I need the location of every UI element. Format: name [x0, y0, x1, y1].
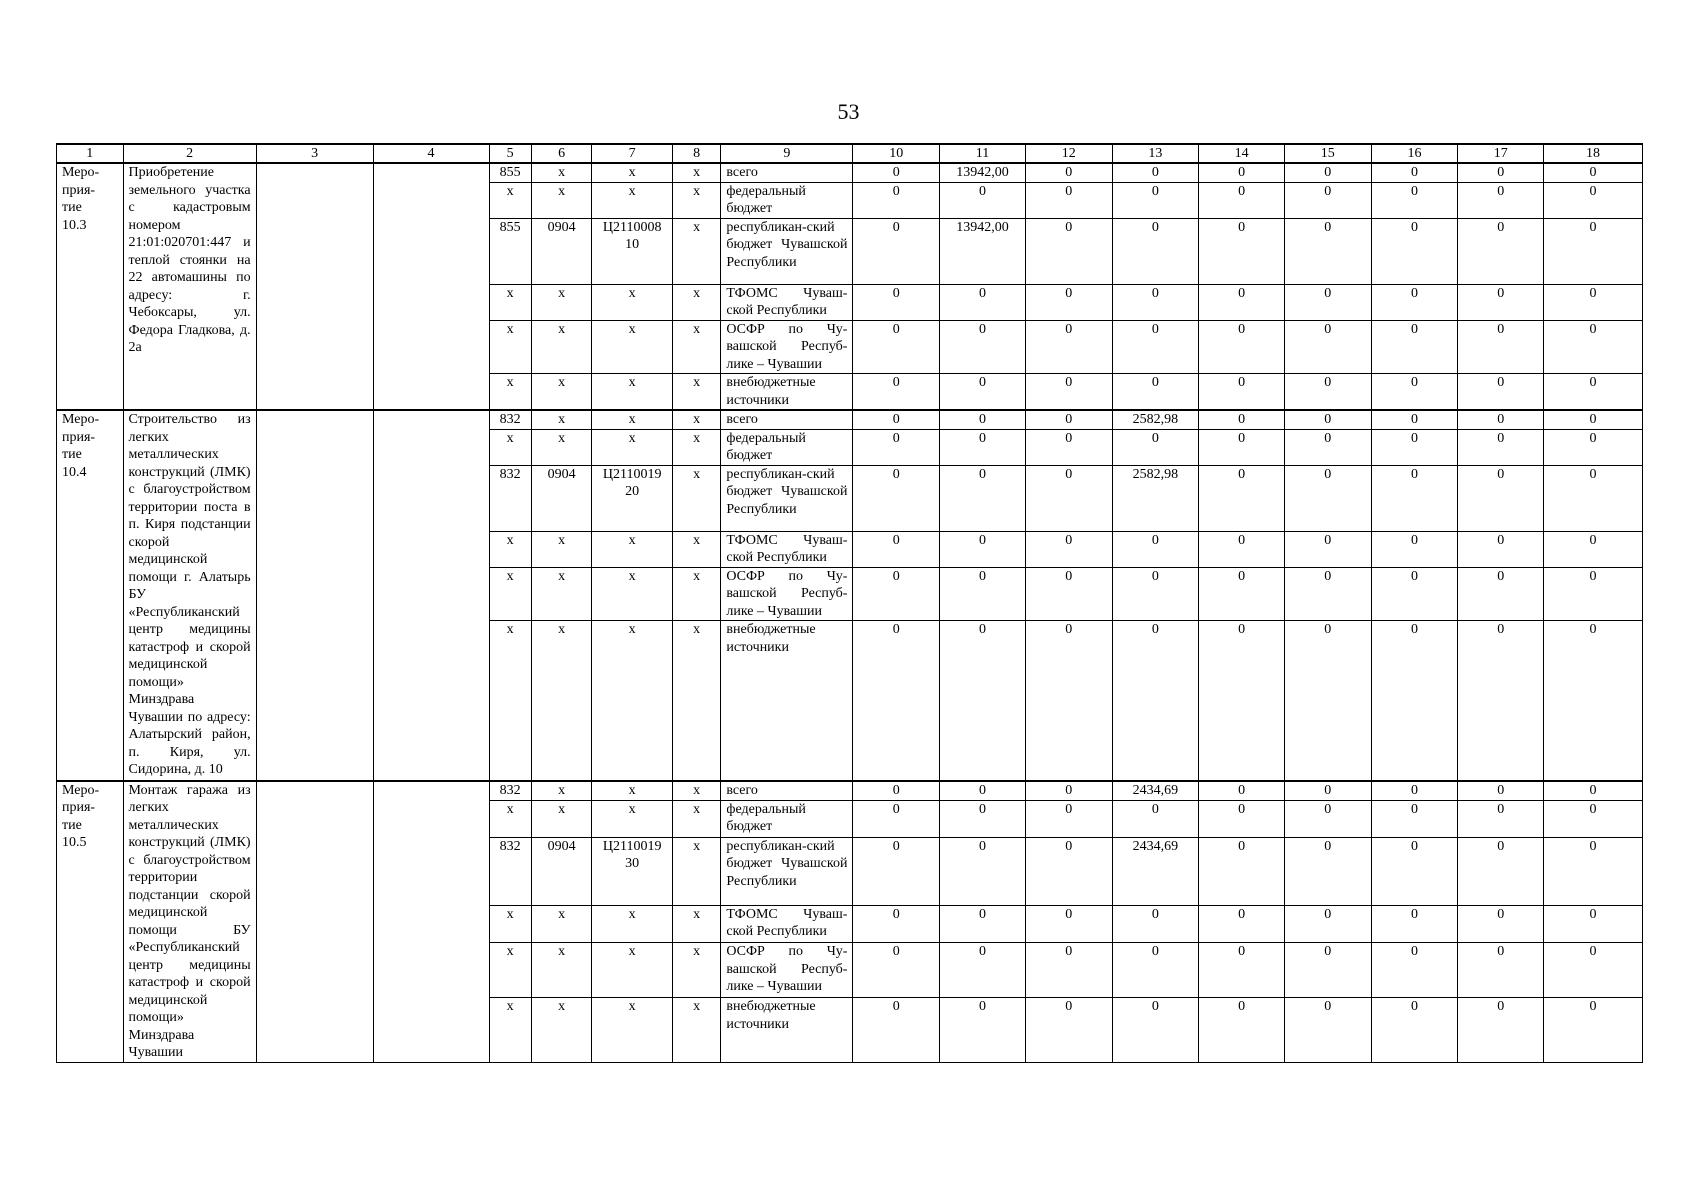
grbs-code-cell: x — [489, 998, 531, 1062]
amount-cell: 0 — [1458, 429, 1544, 465]
amount-cell: 0 — [1371, 320, 1458, 374]
amount-cell: 0 — [1284, 182, 1371, 218]
amount-cell: 0 — [1284, 320, 1371, 374]
grbs-code-cell: x — [489, 531, 531, 567]
amount-cell: 0 — [1112, 998, 1199, 1062]
amount-cell: 0 — [1544, 320, 1643, 374]
amount-cell: 0 — [853, 531, 940, 567]
header-cell: 14 — [1199, 144, 1285, 163]
amount-cell: 0 — [1371, 531, 1458, 567]
amount-cell: 2582,98 — [1112, 465, 1199, 531]
amount-cell: 0 — [853, 410, 940, 429]
funding-source-cell: внебюджетные источники — [721, 621, 853, 781]
amount-cell: 0 — [853, 163, 940, 182]
header-cell: 4 — [373, 144, 489, 163]
expense-type-cell: x — [672, 621, 720, 781]
amount-cell: 0 — [853, 567, 940, 621]
section-code-cell: x — [531, 410, 591, 429]
header-row — [57, 144, 1643, 163]
grbs-code-cell: 832 — [489, 410, 531, 429]
amount-cell: 0 — [1371, 905, 1458, 942]
funding-source-cell: ОСФР по Чу-вашской Респуб-лике – Чувашии — [721, 943, 853, 998]
target-article-cell: x — [592, 800, 673, 837]
amount-cell: 0 — [1025, 905, 1112, 942]
expense-type-cell: x — [672, 998, 720, 1062]
amount-cell: 0 — [940, 943, 1026, 998]
funding-source-cell: внебюджетные источники — [721, 998, 853, 1062]
grbs-code-cell: x — [489, 905, 531, 942]
page-number: 53 — [837, 99, 860, 124]
amount-cell: 0 — [1458, 905, 1544, 942]
grbs-code-cell: x — [489, 320, 531, 374]
amount-cell: 0 — [1458, 781, 1544, 801]
amount-cell: 0 — [1025, 621, 1112, 781]
amount-cell: 0 — [940, 429, 1026, 465]
section-code-cell: x — [531, 943, 591, 998]
amount-cell: 0 — [940, 531, 1026, 567]
amount-cell: 0 — [1112, 163, 1199, 182]
funding-source-cell: ТФОМС Чуваш-ской Республики — [721, 905, 853, 942]
amount-cell: 0 — [1199, 284, 1285, 320]
section-code-cell: x — [531, 284, 591, 320]
amount-cell: 0 — [1544, 465, 1643, 531]
amount-cell: 0 — [940, 567, 1026, 621]
expense-type-cell: x — [672, 531, 720, 567]
amount-cell: 0 — [940, 998, 1026, 1062]
amount-cell: 0 — [1112, 905, 1199, 942]
grbs-code-cell: 832 — [489, 465, 531, 531]
section-code-cell: 0904 — [531, 837, 591, 905]
amount-cell: 0 — [940, 800, 1026, 837]
expense-type-cell: x — [672, 284, 720, 320]
funding-source-cell: федеральный бюджет — [721, 429, 853, 465]
expense-type-cell: x — [672, 800, 720, 837]
header-cell: 3 — [256, 144, 373, 163]
amount-cell: 0 — [853, 320, 940, 374]
grbs-code-cell: x — [489, 621, 531, 781]
amount-cell: 0 — [1544, 800, 1643, 837]
amount-cell: 0 — [1371, 800, 1458, 837]
amount-cell: 0 — [1199, 621, 1285, 781]
responsible-cell — [256, 781, 373, 1063]
target-article-cell: Ц2110008 10 — [592, 218, 673, 284]
amount-cell: 0 — [1458, 943, 1544, 998]
expense-type-cell: x — [672, 320, 720, 374]
header-cell: 15 — [1284, 144, 1371, 163]
amount-cell: 0 — [853, 905, 940, 942]
amount-cell: 0 — [853, 943, 940, 998]
header-cell: 10 — [853, 144, 940, 163]
amount-cell: 0 — [1371, 429, 1458, 465]
grbs-code-cell: x — [489, 567, 531, 621]
grbs-code-cell: x — [489, 800, 531, 837]
amount-cell: 0 — [853, 465, 940, 531]
expense-type-cell: x — [672, 410, 720, 429]
expense-type-cell: x — [672, 837, 720, 905]
measure-name: Строительство из легких металлических конструкций (ЛМК) с благоустройством территории поста в п. Киря подстанции скорой медицинской помощи г. Алатырь БУ «Республиканский центр медицины катастроф и скорой медицинской помощи» Минздрава Чувашии по адресу: Алатырский район, п. Киря, ул. Сидорина, д. 10 — [123, 410, 256, 781]
target-article-cell: x — [592, 284, 673, 320]
amount-cell: 0 — [940, 284, 1026, 320]
target-article-cell: x — [592, 374, 673, 411]
measure-code: Меро- прия- тие 10.3 — [57, 163, 124, 410]
expense-type-cell: x — [672, 218, 720, 284]
amount-cell: 0 — [1544, 943, 1643, 998]
grbs-code-cell: x — [489, 374, 531, 411]
header-cell: 17 — [1458, 144, 1544, 163]
amount-cell: 0 — [940, 781, 1026, 801]
amount-cell: 0 — [1458, 163, 1544, 182]
funding-source-cell: республикан-ский бюджет Чувашской Республики — [721, 218, 853, 284]
amount-cell: 0 — [1025, 531, 1112, 567]
amount-cell: 0 — [1284, 781, 1371, 801]
amount-cell: 0 — [1458, 374, 1544, 411]
amount-cell: 0 — [1371, 163, 1458, 182]
target-article-cell: x — [592, 905, 673, 942]
amount-cell: 0 — [1025, 163, 1112, 182]
amount-cell: 0 — [1371, 621, 1458, 781]
amount-cell: 0 — [1544, 567, 1643, 621]
expense-type-cell: x — [672, 374, 720, 411]
measure-name: Приобретение земельного участка с кадастровым номером 21:01:020701:447 и теплой стоянки на 22 автомашины по адресу: г. Чебоксары, ул. Федора Гладкова, д. 2а — [123, 163, 256, 410]
target-article-cell: x — [592, 163, 673, 182]
section-code-cell: x — [531, 905, 591, 942]
amount-cell: 13942,00 — [940, 163, 1026, 182]
funding-source-cell: республикан-ский бюджет Чувашской Республики — [721, 837, 853, 905]
amount-cell: 0 — [853, 182, 940, 218]
amount-cell: 0 — [1284, 800, 1371, 837]
responsible-cell — [256, 410, 373, 781]
expense-type-cell: x — [672, 943, 720, 998]
section-code-cell: 0904 — [531, 218, 591, 284]
amount-cell: 0 — [1371, 567, 1458, 621]
amount-cell: 0 — [940, 374, 1026, 411]
amount-cell: 0 — [940, 465, 1026, 531]
amount-cell: 0 — [1199, 218, 1285, 284]
funding-source-cell: ОСФР по Чу-вашской Респуб-лике – Чувашии — [721, 320, 853, 374]
amount-cell: 0 — [1025, 374, 1112, 411]
funding-source-cell: республикан-ский бюджет Чувашской Республики — [721, 465, 853, 531]
grbs-code-cell: x — [489, 284, 531, 320]
amount-cell: 0 — [1544, 837, 1643, 905]
target-article-cell: x — [592, 781, 673, 801]
amount-cell: 0 — [1544, 429, 1643, 465]
target-article-cell: Ц2110019 30 — [592, 837, 673, 905]
amount-cell: 0 — [1544, 374, 1643, 411]
header-cell: 1 — [57, 144, 124, 163]
amount-cell: 0 — [1458, 465, 1544, 531]
amount-cell: 0 — [853, 800, 940, 837]
amount-cell: 0 — [1284, 621, 1371, 781]
amount-cell: 0 — [1199, 410, 1285, 429]
amount-cell: 0 — [1284, 465, 1371, 531]
measure-name: Монтаж гаража из легких металлических конструкций (ЛМК) с благоустройством территории подстанции скорой медицинской помощи БУ «Республиканский центр медицины катастроф и скорой медицинской помощи» Минздрава Чувашии — [123, 781, 256, 1063]
section-code-cell: x — [531, 182, 591, 218]
amount-cell: 2582,98 — [1112, 410, 1199, 429]
amount-cell: 0 — [1544, 905, 1643, 942]
section-code-cell: x — [531, 320, 591, 374]
amount-cell: 0 — [1284, 943, 1371, 998]
amount-cell: 0 — [1199, 320, 1285, 374]
amount-cell: 0 — [853, 429, 940, 465]
header-cell: 16 — [1371, 144, 1458, 163]
expense-type-cell: x — [672, 465, 720, 531]
amount-cell: 0 — [1544, 218, 1643, 284]
amount-cell: 0 — [1284, 410, 1371, 429]
budget-table — [56, 143, 1643, 1063]
amount-cell: 0 — [1112, 531, 1199, 567]
amount-cell: 0 — [940, 320, 1026, 374]
expense-type-cell: x — [672, 429, 720, 465]
section-code-cell: x — [531, 800, 591, 837]
amount-cell: 0 — [1371, 284, 1458, 320]
amount-cell: 0 — [1544, 284, 1643, 320]
amount-cell: 2434,69 — [1112, 781, 1199, 801]
grbs-code-cell: 832 — [489, 781, 531, 801]
grbs-code-cell: 855 — [489, 218, 531, 284]
target-article-cell: x — [592, 943, 673, 998]
amount-cell: 0 — [1025, 943, 1112, 998]
header-cell: 13 — [1112, 144, 1199, 163]
amount-cell: 0 — [1284, 163, 1371, 182]
target-article-cell: x — [592, 429, 673, 465]
header-cell: 18 — [1544, 144, 1643, 163]
amount-cell: 0 — [1458, 567, 1544, 621]
amount-cell: 0 — [1199, 163, 1285, 182]
amount-cell: 0 — [1458, 182, 1544, 218]
participants-cell — [373, 410, 489, 781]
amount-cell: 0 — [1284, 284, 1371, 320]
amount-cell: 0 — [1371, 837, 1458, 905]
funding-source-cell: федеральный бюджет — [721, 800, 853, 837]
amount-cell: 0 — [1544, 163, 1643, 182]
amount-cell: 0 — [1371, 998, 1458, 1062]
section-code-cell: x — [531, 374, 591, 411]
amount-cell: 0 — [1458, 621, 1544, 781]
amount-cell: 0 — [1112, 320, 1199, 374]
amount-cell: 0 — [1199, 374, 1285, 411]
section-code-cell: x — [531, 531, 591, 567]
amount-cell: 0 — [1025, 320, 1112, 374]
section-code-cell: x — [531, 429, 591, 465]
amount-cell: 0 — [1371, 374, 1458, 411]
amount-cell: 0 — [1025, 998, 1112, 1062]
amount-cell: 0 — [1284, 218, 1371, 284]
amount-cell: 0 — [853, 374, 940, 411]
amount-cell: 0 — [1199, 531, 1285, 567]
target-article-cell: x — [592, 410, 673, 429]
amount-cell: 0 — [1112, 218, 1199, 284]
amount-cell: 0 — [1371, 943, 1458, 998]
amount-cell: 0 — [1284, 429, 1371, 465]
amount-cell: 13942,00 — [940, 218, 1026, 284]
amount-cell: 0 — [1284, 567, 1371, 621]
amount-cell: 0 — [1112, 374, 1199, 411]
header-cell: 8 — [672, 144, 720, 163]
section-code-cell: x — [531, 781, 591, 801]
amount-cell: 0 — [1112, 284, 1199, 320]
measure-code: Меро- прия- тие 10.5 — [57, 781, 124, 1063]
funding-source-cell: внебюджетные источники — [721, 374, 853, 411]
grbs-code-cell: 832 — [489, 837, 531, 905]
section-code-cell: 0904 — [531, 465, 591, 531]
expense-type-cell: x — [672, 781, 720, 801]
amount-cell: 0 — [1458, 218, 1544, 284]
amount-cell: 0 — [1199, 781, 1285, 801]
amount-cell: 0 — [1458, 998, 1544, 1062]
participants-cell — [373, 781, 489, 1063]
amount-cell: 0 — [1025, 182, 1112, 218]
amount-cell: 0 — [1458, 410, 1544, 429]
section-code-cell: x — [531, 998, 591, 1062]
funding-source-cell: ТФОМС Чуваш-ской Республики — [721, 284, 853, 320]
amount-cell: 0 — [1025, 781, 1112, 801]
amount-cell: 0 — [1371, 465, 1458, 531]
amount-cell: 0 — [1025, 837, 1112, 905]
amount-cell: 0 — [1458, 800, 1544, 837]
header-cell: 12 — [1025, 144, 1112, 163]
amount-cell: 0 — [1544, 998, 1643, 1062]
amount-cell: 0 — [1544, 410, 1643, 429]
amount-cell: 0 — [1199, 800, 1285, 837]
amount-cell: 0 — [1112, 429, 1199, 465]
target-article-cell: x — [592, 320, 673, 374]
amount-cell: 0 — [1371, 410, 1458, 429]
amount-cell: 0 — [853, 781, 940, 801]
amount-cell: 0 — [1284, 531, 1371, 567]
amount-cell: 0 — [1112, 621, 1199, 781]
amount-cell: 0 — [1371, 182, 1458, 218]
amount-cell: 0 — [1025, 284, 1112, 320]
amount-cell: 0 — [1199, 837, 1285, 905]
amount-cell: 0 — [1025, 800, 1112, 837]
expense-type-cell: x — [672, 905, 720, 942]
amount-cell: 0 — [853, 998, 940, 1062]
amount-cell: 0 — [1371, 781, 1458, 801]
participants-cell — [373, 163, 489, 410]
grbs-code-cell: 855 — [489, 163, 531, 182]
measure-code: Меро- прия- тие 10.4 — [57, 410, 124, 781]
amount-cell: 0 — [940, 410, 1026, 429]
amount-cell: 0 — [1199, 429, 1285, 465]
amount-cell: 0 — [1199, 182, 1285, 218]
amount-cell: 0 — [1458, 320, 1544, 374]
amount-cell: 0 — [1112, 182, 1199, 218]
amount-cell: 0 — [1544, 781, 1643, 801]
amount-cell: 0 — [853, 621, 940, 781]
amount-cell: 0 — [1544, 182, 1643, 218]
amount-cell: 0 — [1025, 567, 1112, 621]
amount-cell: 0 — [1544, 621, 1643, 781]
expense-type-cell: x — [672, 163, 720, 182]
amount-cell: 0 — [1199, 943, 1285, 998]
amount-cell: 0 — [1458, 284, 1544, 320]
responsible-cell — [256, 163, 373, 410]
amount-cell: 0 — [1112, 800, 1199, 837]
amount-cell: 0 — [1544, 531, 1643, 567]
amount-cell: 0 — [940, 837, 1026, 905]
header-cell: 9 — [721, 144, 853, 163]
target-article-cell: x — [592, 998, 673, 1062]
table-body — [57, 163, 1643, 1062]
amount-cell: 0 — [1284, 905, 1371, 942]
amount-cell: 0 — [1371, 218, 1458, 284]
header-cell: 2 — [123, 144, 256, 163]
amount-cell: 0 — [940, 182, 1026, 218]
header-cell: 11 — [940, 144, 1026, 163]
section-code-cell: x — [531, 567, 591, 621]
amount-cell: 0 — [1025, 465, 1112, 531]
amount-cell: 0 — [940, 905, 1026, 942]
amount-cell: 0 — [1199, 998, 1285, 1062]
header-cell: 7 — [592, 144, 673, 163]
amount-cell: 0 — [1284, 374, 1371, 411]
amount-cell: 0 — [940, 621, 1026, 781]
funding-source-cell: всего — [721, 163, 853, 182]
amount-cell: 0 — [1458, 837, 1544, 905]
funding-source-cell: ТФОМС Чуваш-ской Республики — [721, 531, 853, 567]
amount-cell: 0 — [1025, 429, 1112, 465]
amount-cell: 0 — [1458, 531, 1544, 567]
amount-cell: 0 — [853, 284, 940, 320]
amount-cell: 0 — [1025, 218, 1112, 284]
amount-cell: 0 — [1199, 567, 1285, 621]
grbs-code-cell: x — [489, 943, 531, 998]
amount-cell: 0 — [853, 218, 940, 284]
amount-cell: 0 — [1112, 567, 1199, 621]
header-cell: 6 — [531, 144, 591, 163]
target-article-cell: x — [592, 531, 673, 567]
table-row — [57, 163, 1643, 182]
expense-type-cell: x — [672, 182, 720, 218]
target-article-cell: x — [592, 621, 673, 781]
target-article-cell: Ц2110019 20 — [592, 465, 673, 531]
grbs-code-cell: x — [489, 182, 531, 218]
amount-cell: 0 — [1284, 837, 1371, 905]
amount-cell: 0 — [1112, 943, 1199, 998]
expense-type-cell: x — [672, 567, 720, 621]
funding-source-cell: федеральный бюджет — [721, 182, 853, 218]
funding-source-cell: ОСФР по Чу-вашской Респуб-лике – Чувашии — [721, 567, 853, 621]
funding-source-cell: всего — [721, 781, 853, 801]
target-article-cell: x — [592, 182, 673, 218]
grbs-code-cell: x — [489, 429, 531, 465]
section-code-cell: x — [531, 621, 591, 781]
amount-cell: 0 — [1199, 905, 1285, 942]
amount-cell: 0 — [853, 837, 940, 905]
table-row — [57, 410, 1643, 429]
amount-cell: 0 — [1199, 465, 1285, 531]
amount-cell: 2434,69 — [1112, 837, 1199, 905]
amount-cell: 0 — [1025, 410, 1112, 429]
header-cell: 5 — [489, 144, 531, 163]
amount-cell: 0 — [1284, 998, 1371, 1062]
target-article-cell: x — [592, 567, 673, 621]
funding-source-cell: всего — [721, 410, 853, 429]
section-code-cell: x — [531, 163, 591, 182]
table-row — [57, 781, 1643, 801]
